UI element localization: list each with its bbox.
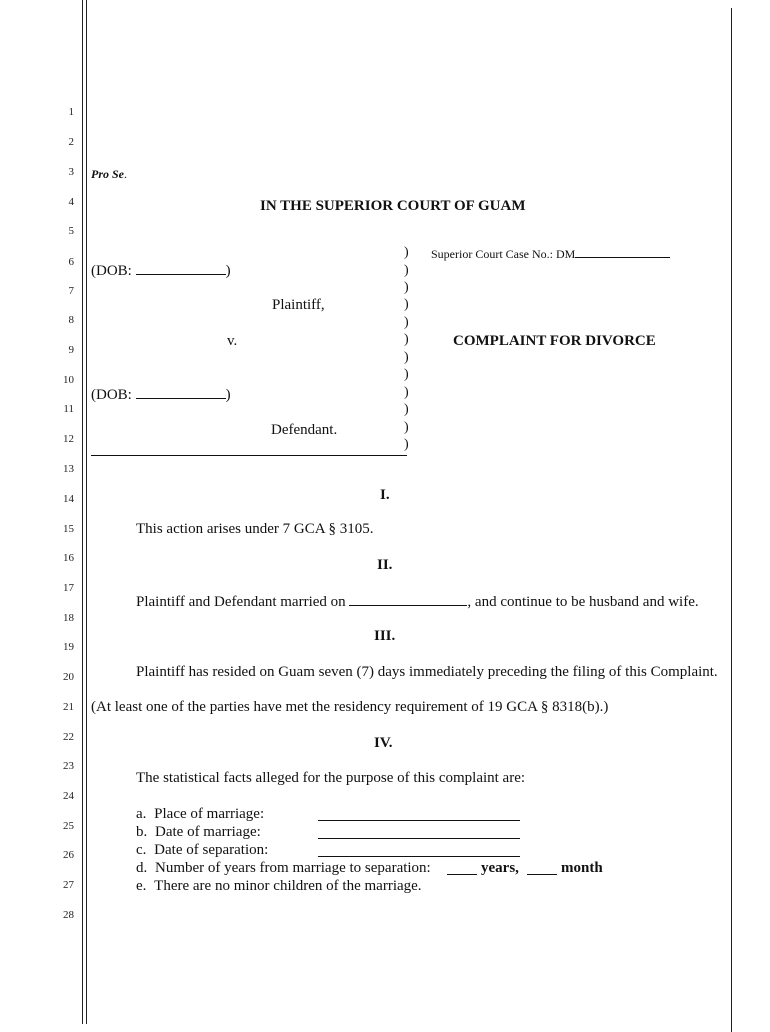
item-label: Date of separation:	[154, 842, 269, 858]
line-number: 24	[63, 790, 74, 802]
line-number: 2	[68, 136, 74, 148]
line-number: 21	[63, 701, 74, 713]
line-number: 20	[63, 671, 74, 683]
section-heading-1: I.	[380, 487, 390, 503]
date-of-separation-blank[interactable]	[318, 844, 520, 857]
case-number-field[interactable]	[431, 245, 670, 262]
line-number: 6	[68, 256, 74, 268]
years-label: years,	[481, 860, 519, 876]
section-2-text	[136, 593, 699, 611]
list-item	[136, 824, 261, 841]
defendant-dob-field[interactable]	[91, 386, 231, 404]
caption-paren: )	[404, 420, 409, 435]
list-item	[136, 806, 264, 823]
case-number-blank[interactable]	[575, 245, 670, 258]
caption-bottom-rule	[91, 455, 407, 456]
left-margin-rule-inner	[86, 0, 87, 1024]
plaintiff-dob-blank[interactable]	[136, 262, 226, 275]
line-number: 15	[63, 523, 74, 535]
line-number: 1	[68, 106, 74, 118]
line-number: 23	[63, 760, 74, 772]
section-3-text: Plaintiff has resided on Guam seven (7) days immediately preceding the filing of this Complaint.	[136, 664, 718, 680]
left-margin-rule-outer	[82, 0, 83, 1024]
marriage-date-blank[interactable]	[349, 593, 467, 606]
line-number: 16	[63, 552, 74, 564]
marriage-date-text-before: Plaintiff and Defendant married on	[136, 594, 346, 610]
line-number: 28	[63, 909, 74, 921]
list-item	[136, 860, 431, 877]
caption-paren: )	[404, 332, 409, 347]
caption-paren: )	[404, 402, 409, 417]
caption-paren: )	[404, 245, 409, 260]
pro-se-label	[91, 167, 127, 182]
caption-paren: )	[404, 280, 409, 295]
months-blank[interactable]	[527, 862, 557, 875]
caption-paren: )	[404, 297, 409, 312]
item-letter: e.	[136, 878, 147, 894]
defendant-label: Defendant.	[271, 422, 338, 438]
dob-label: (DOB:	[91, 263, 132, 279]
item-letter: c.	[136, 842, 147, 858]
marriage-date-text-after: , and continue to be husband and wife.	[467, 594, 699, 610]
date-of-marriage-blank[interactable]	[318, 826, 520, 839]
line-number: 13	[63, 463, 74, 475]
line-number: 12	[63, 433, 74, 445]
item-letter: d.	[136, 860, 148, 876]
plaintiff-label: Plaintiff,	[272, 297, 325, 313]
pro-se-period: .	[124, 167, 127, 181]
dob-label: (DOB:	[91, 387, 132, 403]
court-title: IN THE SUPERIOR COURT OF GUAM	[260, 198, 526, 214]
pro-se-text: Pro Se	[91, 167, 124, 181]
caption-paren: )	[404, 263, 409, 278]
list-item	[136, 842, 268, 859]
right-margin-rule	[731, 8, 732, 1032]
section-heading-4: IV.	[374, 735, 393, 751]
case-number-label: Superior Court Case No.: DM	[431, 247, 576, 261]
line-number: 7	[68, 285, 74, 297]
item-label: There are no minor children of the marriage.	[154, 878, 422, 894]
line-number: 25	[63, 820, 74, 832]
line-number: 27	[63, 879, 74, 891]
caption-paren: )	[404, 315, 409, 330]
section-3-residency-note: (At least one of the parties have met the residency requirement of 19 GCA § 8318(b).)	[91, 699, 609, 715]
line-number: 10	[63, 374, 74, 386]
item-letter: a.	[136, 806, 147, 822]
plaintiff-dob-field[interactable]	[91, 262, 231, 280]
caption-paren: )	[404, 350, 409, 365]
item-label: Place of marriage:	[154, 806, 265, 822]
line-number: 9	[68, 344, 74, 356]
dob-close: )	[225, 387, 231, 403]
section-heading-2: II.	[377, 557, 393, 573]
list-item	[136, 878, 422, 895]
line-number: 8	[68, 314, 74, 326]
versus-label: v.	[227, 333, 238, 349]
line-number: 11	[63, 403, 74, 415]
section-1-text: This action arises under 7 GCA § 3105.	[136, 521, 374, 537]
line-number: 3	[68, 166, 74, 178]
item-letter: b.	[136, 824, 148, 840]
caption-paren: )	[404, 367, 409, 382]
dob-close: )	[225, 263, 231, 279]
caption-paren: )	[404, 385, 409, 400]
section-4-intro: The statistical facts alleged for the purpose of this complaint are:	[136, 770, 526, 786]
line-number: 17	[63, 582, 74, 594]
defendant-dob-blank[interactable]	[136, 386, 226, 399]
line-number: 18	[63, 612, 74, 624]
years-blank[interactable]	[447, 862, 477, 875]
line-number: 19	[63, 641, 74, 653]
line-number: 5	[68, 225, 74, 237]
line-number: 4	[68, 196, 74, 208]
month-label: month	[561, 860, 603, 876]
item-label: Date of marriage:	[155, 824, 261, 840]
line-number: 26	[63, 849, 74, 861]
section-heading-3: III.	[374, 628, 396, 644]
place-of-marriage-blank[interactable]	[318, 808, 520, 821]
item-label: Number of years from marriage to separation:	[155, 860, 431, 876]
caption-paren: )	[404, 437, 409, 452]
line-number: 14	[63, 493, 74, 505]
document-title: COMPLAINT FOR DIVORCE	[453, 333, 656, 349]
line-number: 22	[63, 731, 74, 743]
